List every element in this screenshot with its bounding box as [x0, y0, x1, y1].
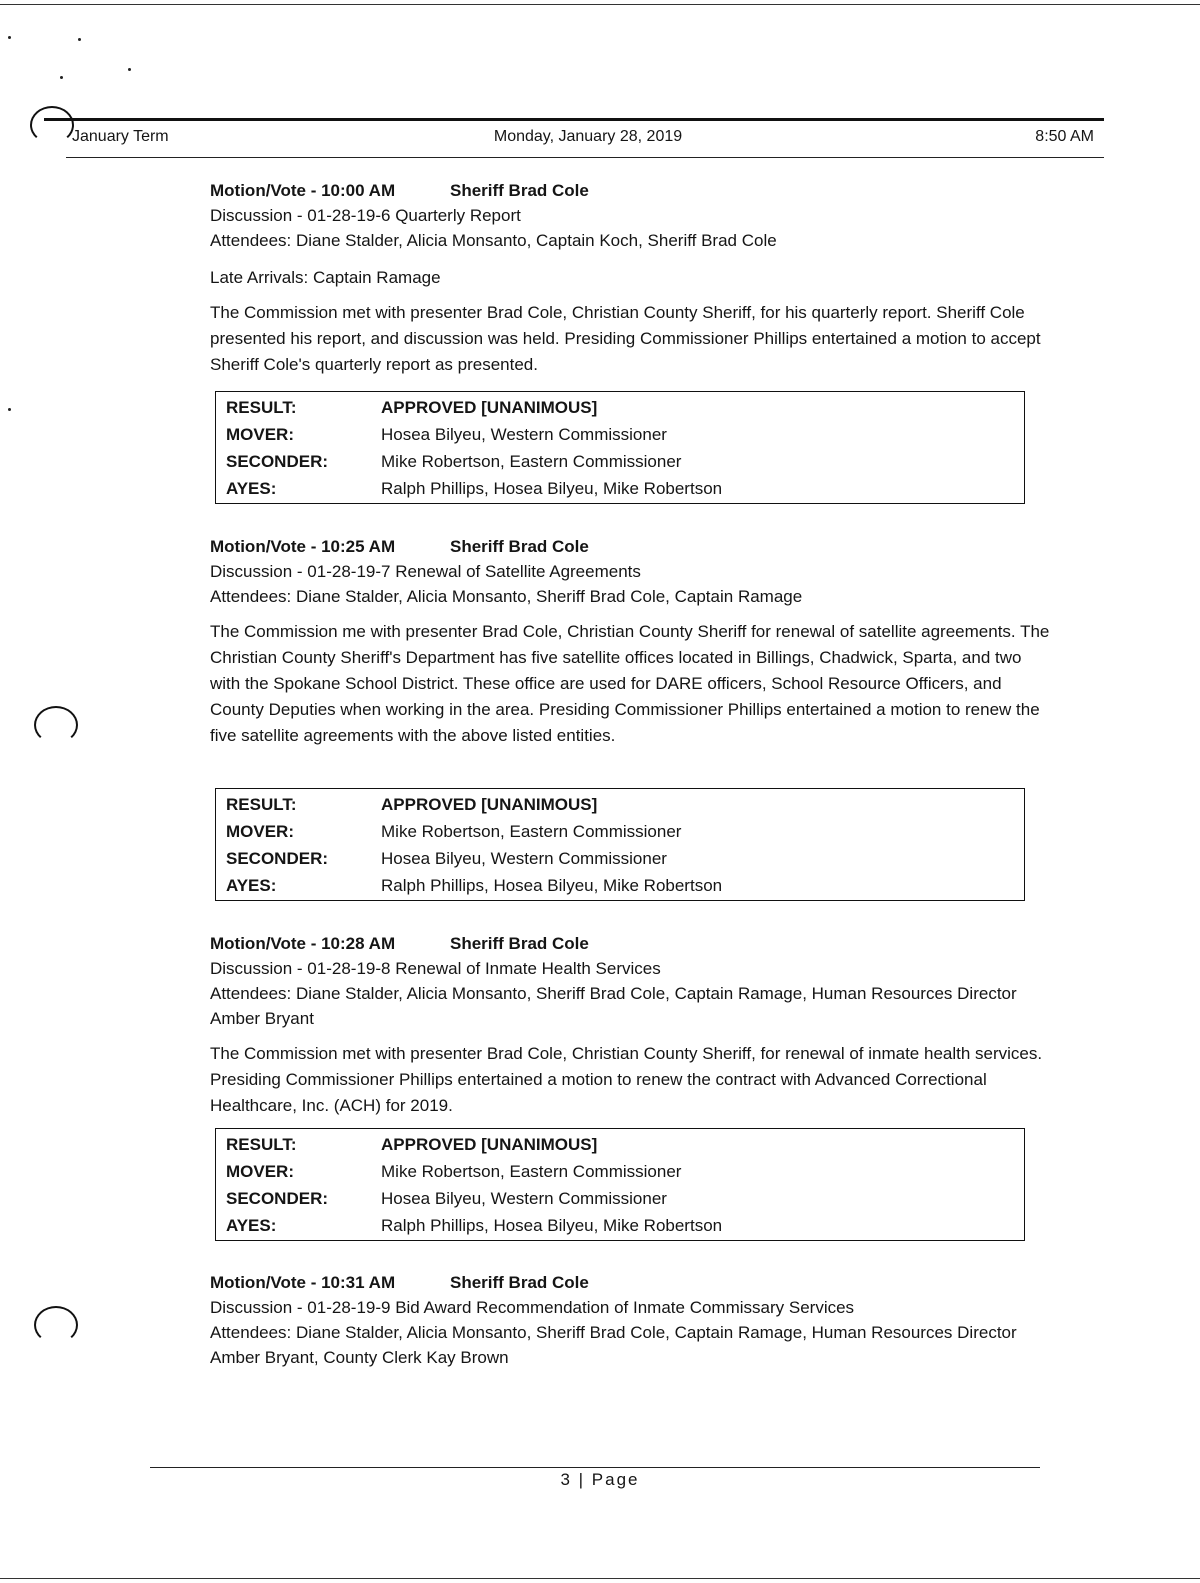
vote-mover: Mike Robertson, Eastern Commissioner — [381, 1162, 682, 1181]
scan-speck — [60, 76, 63, 79]
motion-section — [210, 534, 1050, 749]
vote-label: SECONDER: — [226, 452, 329, 471]
scan-speck — [8, 408, 11, 411]
vote-row-mover — [216, 818, 1024, 845]
discussion-line: Discussion - 01-28-19-9 Bid Award Recommendation of Inmate Commissary Services — [210, 1298, 855, 1317]
motion-label: Motion/Vote - 10:31 AM — [210, 1273, 396, 1292]
header-rule — [44, 118, 1104, 121]
vote-row-result — [216, 791, 1024, 818]
vote-ayes: Ralph Phillips, Hosea Bilyeu, Mike Robertson — [381, 1216, 723, 1235]
scan-speck — [78, 38, 81, 41]
motion-label: Motion/Vote - 10:00 AM — [210, 181, 396, 200]
vote-mover: Mike Robertson, Eastern Commissioner — [381, 822, 682, 841]
motion-presenter: Sheriff Brad Cole — [450, 181, 589, 200]
vote-row-seconder — [216, 845, 1024, 872]
motion-presenter: Sheriff Brad Cole — [450, 1273, 589, 1292]
vote-row-result — [216, 394, 1024, 421]
vote-label: MOVER: — [226, 1162, 294, 1181]
vote-result: APPROVED [UNANIMOUS] — [381, 398, 598, 417]
motion-section — [210, 1270, 1050, 1370]
scan-speck — [8, 36, 11, 39]
motion-section — [210, 178, 1050, 378]
motion-description: The Commission met with presenter Brad Cole, Christian County Sheriff, for renewal of inmate health services. Presiding Commissioner Phillips entertained a motion to renew the contract with Advanced Correctional Healthcare, Inc. (ACH) for 2019. — [210, 1044, 1043, 1115]
attendees-line: Attendees: Diane Stalder, Alicia Monsanto, Sheriff Brad Cole, Captain Ramage, Human Resources Director Amber Bryant — [210, 984, 1017, 1028]
motion-presenter: Sheriff Brad Cole — [450, 934, 589, 953]
page-number: 3 | Page — [560, 1470, 640, 1489]
header-date: Monday, January 28, 2019 — [493, 128, 683, 145]
vote-label: SECONDER: — [226, 849, 329, 868]
motion-label: Motion/Vote - 10:28 AM — [210, 934, 396, 953]
header-underline — [66, 157, 1104, 158]
vote-label: RESULT: — [226, 795, 297, 814]
scan-top-edge — [0, 4, 1200, 5]
attendees-line: Attendees: Diane Stalder, Alicia Monsanto, Captain Koch, Sheriff Brad Cole — [210, 231, 777, 250]
vote-row-mover — [216, 1158, 1024, 1185]
motion-description: The Commission me with presenter Brad Cole, Christian County Sheriff for renewal of satellite agreements. The Christian County Sheriff's Department has five satellite offices located in Billings, Chadwick, Sparta, and two with the Spokane School District. These office are used for DARE officers, School Resource Officers, and County Deputies when working in the area. Presiding Commissioner Phillips entertained a motion to renew the five satellite agreements with the above listed entities. — [210, 622, 1050, 745]
vote-seconder: Mike Robertson, Eastern Commissioner — [381, 452, 682, 471]
motion-label: Motion/Vote - 10:25 AM — [210, 537, 396, 556]
vote-label: RESULT: — [226, 1135, 297, 1154]
vote-label: MOVER: — [226, 822, 294, 841]
motion-heading — [210, 534, 1050, 559]
motion-section — [210, 931, 1050, 1119]
discussion-line: Discussion - 01-28-19-8 Renewal of Inmate Health Services — [210, 959, 661, 978]
vote-ayes: Ralph Phillips, Hosea Bilyeu, Mike Robertson — [381, 479, 723, 498]
vote-label: AYES: — [226, 479, 277, 498]
scan-bottom-edge — [0, 1578, 1200, 1579]
vote-ayes: Ralph Phillips, Hosea Bilyeu, Mike Robertson — [381, 876, 723, 895]
footer-rule — [150, 1467, 1040, 1468]
vote-result: APPROVED [UNANIMOUS] — [381, 795, 598, 814]
vote-table — [215, 788, 1025, 901]
vote-seconder: Hosea Bilyeu, Western Commissioner — [381, 849, 667, 868]
vote-result: APPROVED [UNANIMOUS] — [381, 1135, 598, 1154]
vote-table — [215, 1128, 1025, 1241]
discussion-line: Discussion - 01-28-19-7 Renewal of Satellite Agreements — [210, 562, 641, 581]
motion-heading — [210, 178, 1050, 203]
vote-row-ayes — [216, 475, 1024, 502]
motion-heading — [210, 931, 1050, 956]
punch-hole — [34, 706, 78, 744]
vote-row-seconder — [216, 448, 1024, 475]
vote-mover: Hosea Bilyeu, Western Commissioner — [381, 425, 667, 444]
vote-label: RESULT: — [226, 398, 297, 417]
vote-row-mover — [216, 421, 1024, 448]
attendees-line: Attendees: Diane Stalder, Alicia Monsanto, Sheriff Brad Cole, Captain Ramage — [210, 587, 803, 606]
vote-seconder: Hosea Bilyeu, Western Commissioner — [381, 1189, 667, 1208]
motion-heading — [210, 1270, 1050, 1295]
vote-table — [215, 391, 1025, 504]
discussion-line: Discussion - 01-28-19-6 Quarterly Report — [210, 206, 521, 225]
vote-row-ayes — [216, 872, 1024, 899]
motion-presenter: Sheriff Brad Cole — [450, 537, 589, 556]
header-term: January Term — [72, 128, 169, 145]
vote-label: AYES: — [226, 876, 277, 895]
vote-row-ayes — [216, 1212, 1024, 1239]
vote-label: AYES: — [226, 1216, 277, 1235]
attendees-line: Attendees: Diane Stalder, Alicia Monsanto, Sheriff Brad Cole, Captain Ramage, Human Resources Director Amber Bryant, County Clerk Kay Brown — [210, 1323, 1017, 1367]
late-arrivals-line: Late Arrivals: Captain Ramage — [210, 268, 441, 287]
punch-hole — [34, 1306, 78, 1344]
header-time: 8:50 AM — [1035, 128, 1094, 145]
vote-row-seconder — [216, 1185, 1024, 1212]
scan-speck — [128, 68, 131, 71]
vote-row-result — [216, 1131, 1024, 1158]
vote-label: MOVER: — [226, 425, 294, 444]
vote-label: SECONDER: — [226, 1189, 329, 1208]
motion-description: The Commission met with presenter Brad Cole, Christian County Sheriff, for his quarterly report. Sheriff Cole presented his report, and discussion was held. Presiding Commissioner Phillips entertained a motion to accept Sheriff Cole's quarterly report as presented. — [210, 303, 1041, 374]
